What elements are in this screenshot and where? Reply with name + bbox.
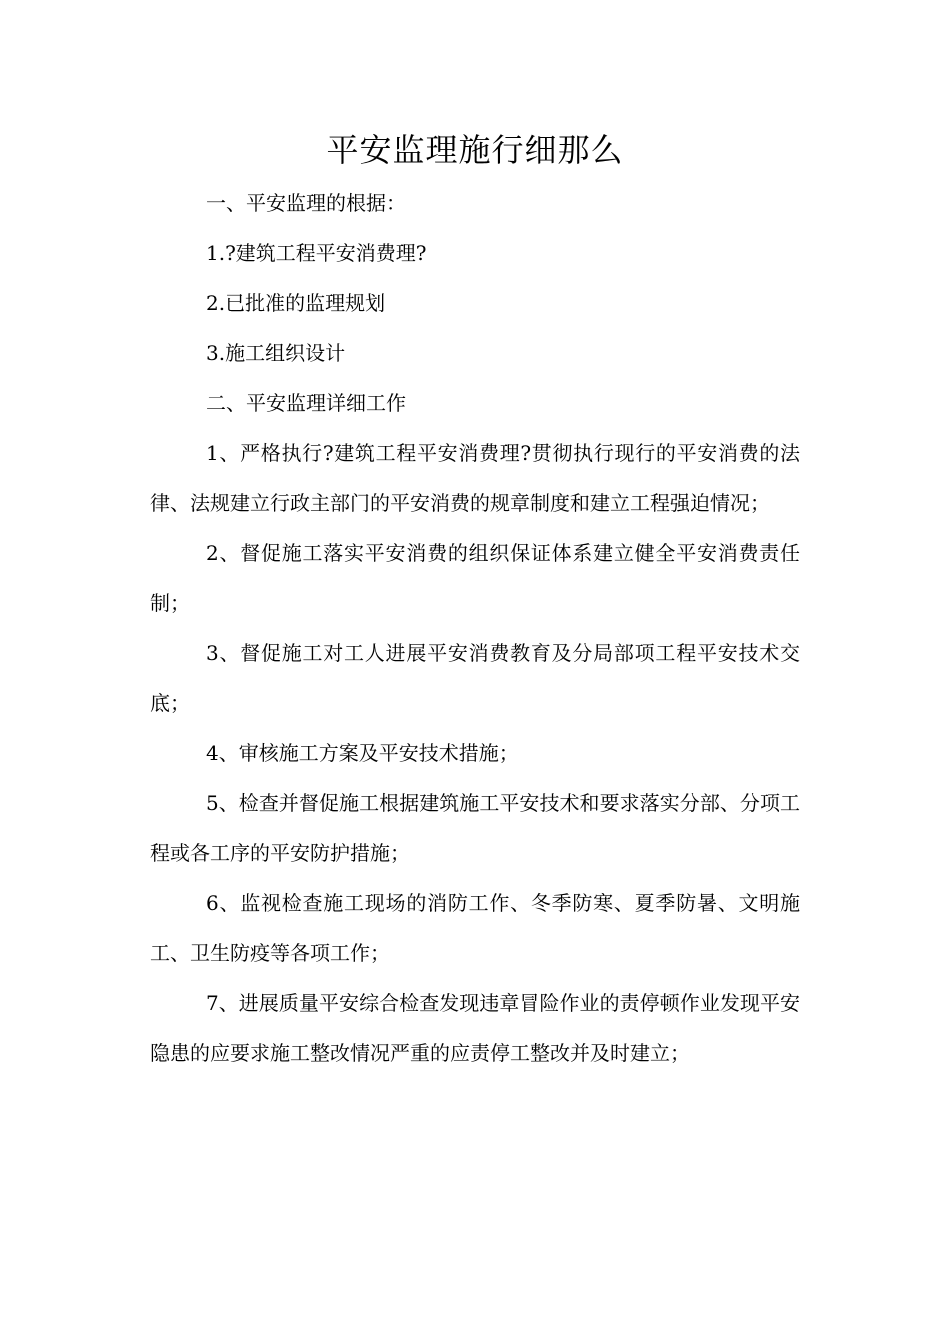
paragraph: 7、进展质量平安综合检查发现违章冒险作业的责停顿作业发现平安隐患的应要求施工整改情况严重的应责停工整改并及时建立；: [150, 991, 800, 1065]
paragraph: 2.已批准的监理规划: [206, 291, 386, 315]
paragraph: 二、平安监理详细工作: [206, 391, 406, 415]
document-title: 平安监理施行细那么: [326, 131, 624, 169]
paragraph: 6、监视检查施工现场的消防工作、冬季防寒、夏季防暑、文明施工、卫生防疫等各项工作；: [150, 891, 800, 965]
paragraph: 1.?建筑工程平安消费理?: [206, 241, 427, 265]
paragraph: 3.施工组织设计: [206, 341, 346, 365]
document-body: [150, 178, 800, 1078]
paragraph: 3、督促施工对工人进展平安消费教育及分局部项工程平安技术交底；: [150, 641, 800, 715]
paragraph: 5、检查并督促施工根据建筑施工平安技术和要求落实分部、分项工程或各工序的平安防护措施；: [150, 791, 800, 865]
paragraph: 2、督促施工落实平安消费的组织保证体系建立健全平安消费责任制；: [150, 541, 800, 615]
paragraph: 4、审核施工方案及平安技术措施；: [206, 741, 519, 765]
paragraph: 1、严格执行?建筑工程平安消费理?贯彻执行现行的平安消费的法律、法规建立行政主部门的平安消费的规章制度和建立工程强迫情况；: [150, 441, 800, 515]
paragraph: 一、平安监理的根据：: [206, 191, 406, 215]
